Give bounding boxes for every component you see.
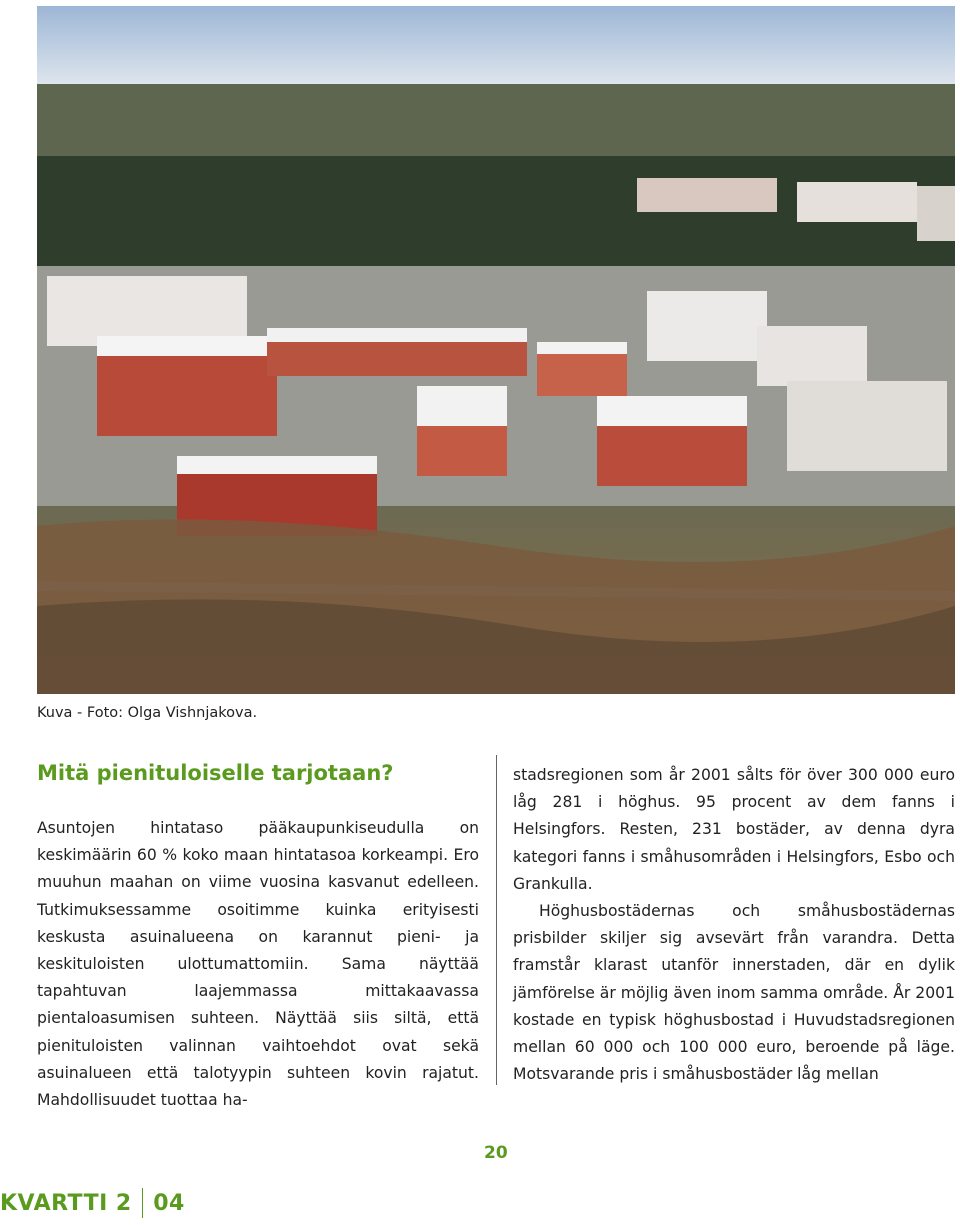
aerial-photo xyxy=(37,6,955,694)
photo-caption: Kuva - Foto: Olga Vishnjakova. xyxy=(37,705,258,721)
magazine-name: KVARTTI 2 xyxy=(0,1190,132,1216)
column-divider xyxy=(496,755,497,1085)
right-column xyxy=(513,762,955,1088)
magazine-footer xyxy=(0,1188,185,1218)
right-paragraph-2: Höghusbostädernas och småhusbostädernas prisbilder skiljer sig avsevärt från varandra. Detta framstår klarast utanför innerstaden, där en dylik jämförelse är möjlig även inom samma område. År 2001 kostade en typisk höghusbostad i Huvudstadsregionen mellan 60 000 och 100 000 euro, beroende på läge. Motsvarande pris i småhusbostäder låg mellan xyxy=(513,902,955,1084)
footer-divider xyxy=(142,1188,144,1218)
magazine-issue: 04 xyxy=(153,1190,185,1216)
aerial-photo-illustration xyxy=(37,6,955,694)
right-paragraph-1: stadsregionen som år 2001 sålts för över 300 000 euro låg 281 i höghus. 95 procent av dem fanns i Helsingfors. Resten, 231 bostäder, av denna dyra kategori fanns i småhusområden i Helsingfors, Esbo och Grankulla. xyxy=(513,766,955,893)
left-column xyxy=(37,815,479,1114)
left-paragraph: Asuntojen hintataso pääkaupunkiseudulla on keskimäärin 60 % koko maan hintatasoa korkeampi. Ero muuhun maahan on viime vuosina kasvanut edelleen. Tutkimuksessamme osoitimme kuinka erityisesti keskusta asuinalueena on karannut pieni- ja keskituloisten ulottumattomiin. Sama näyttää tapahtuvan laajemmassa mittakaavassa pientaloasumisen suhteen. Näyttää siis siltä, että pienituloisten valinnan vaihtoehdot ovat sekä asuinalueen että talotyypin suhteen kovin rajatut. Mahdollisuudet tuottaa ha- xyxy=(37,819,479,1110)
page-number: 20 xyxy=(484,1143,508,1163)
article-heading: Mitä pienituloiselle tarjotaan? xyxy=(37,761,394,785)
